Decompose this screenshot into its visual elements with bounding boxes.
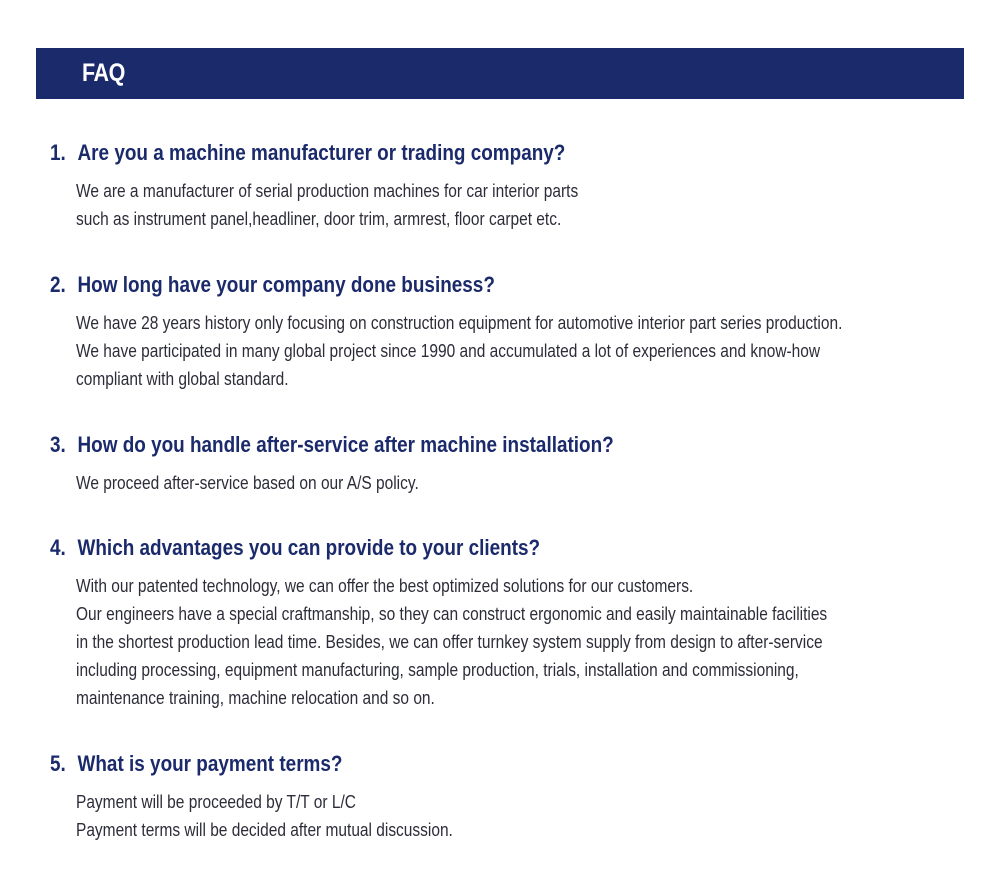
faq-question-text: Are you a machine manufacturer or trading company? <box>77 140 566 165</box>
faq-question-text: What is your payment terms? <box>77 751 343 776</box>
faq-question-number: 2. <box>50 272 66 297</box>
faq-item-3 <box>50 431 950 497</box>
faq-answer-line: Our engineers have a special craftmanship, so they can construct ergonomic and easily maintainable facilities <box>76 604 828 624</box>
faq-question <box>50 534 824 562</box>
faq-answer-line: We have 28 years history only focusing on construction equipment for automotive interior part series production. <box>76 313 843 333</box>
faq-question-number: 1. <box>50 140 66 165</box>
faq-question-number: 4. <box>50 535 66 560</box>
faq-answer-line: Payment terms will be decided after mutual discussion. <box>76 820 453 840</box>
faq-answer-line: Payment will be proceeded by T/T or L/C <box>76 792 356 812</box>
faq-question-number: 3. <box>50 432 66 457</box>
faq-answer-line: With our patented technology, we can offer the best optimized solutions for our customers. <box>76 576 694 596</box>
faq-answer <box>50 788 950 844</box>
faq-answer-line: We are a manufacturer of serial production machines for car interior parts <box>76 181 579 201</box>
faq-question-text: How long have your company done business? <box>77 272 495 297</box>
faq-item-4 <box>50 534 950 712</box>
faq-answer <box>50 177 950 233</box>
faq-answer <box>50 572 950 712</box>
faq-answer <box>50 309 950 393</box>
faq-answer <box>50 469 950 497</box>
page-title: FAQ <box>82 59 125 87</box>
faq-answer-line: such as instrument panel,headliner, door trim, armrest, floor carpet etc. <box>76 209 562 229</box>
faq-answer-line: We have participated in many global project since 1990 and accumulated a lot of experiences and know-how <box>76 341 821 361</box>
faq-answer-line: in the shortest production lead time. Besides, we can offer turnkey system supply from design to after-service <box>76 632 823 652</box>
faq-answer-line: compliant with global standard. <box>76 369 289 389</box>
faq-item-1 <box>50 139 950 233</box>
faq-answer-line: We proceed after-service based on our A/S policy. <box>76 473 419 493</box>
faq-question <box>50 271 824 299</box>
faq-question <box>50 139 824 167</box>
faq-question-number: 5. <box>50 751 66 776</box>
faq-question-text: How do you handle after-service after machine installation? <box>77 432 614 457</box>
faq-question-text: Which advantages you can provide to your clients? <box>77 535 541 560</box>
faq-question <box>50 750 824 778</box>
faq-answer-line: including processing, equipment manufacturing, sample production, trials, installation and commissioning, <box>76 660 799 680</box>
faq-question <box>50 431 824 459</box>
faq-item-2 <box>50 271 950 393</box>
faq-header-bar <box>36 48 964 99</box>
faq-answer-line: maintenance training, machine relocation and so on. <box>76 688 435 708</box>
faq-item-5 <box>50 750 950 844</box>
